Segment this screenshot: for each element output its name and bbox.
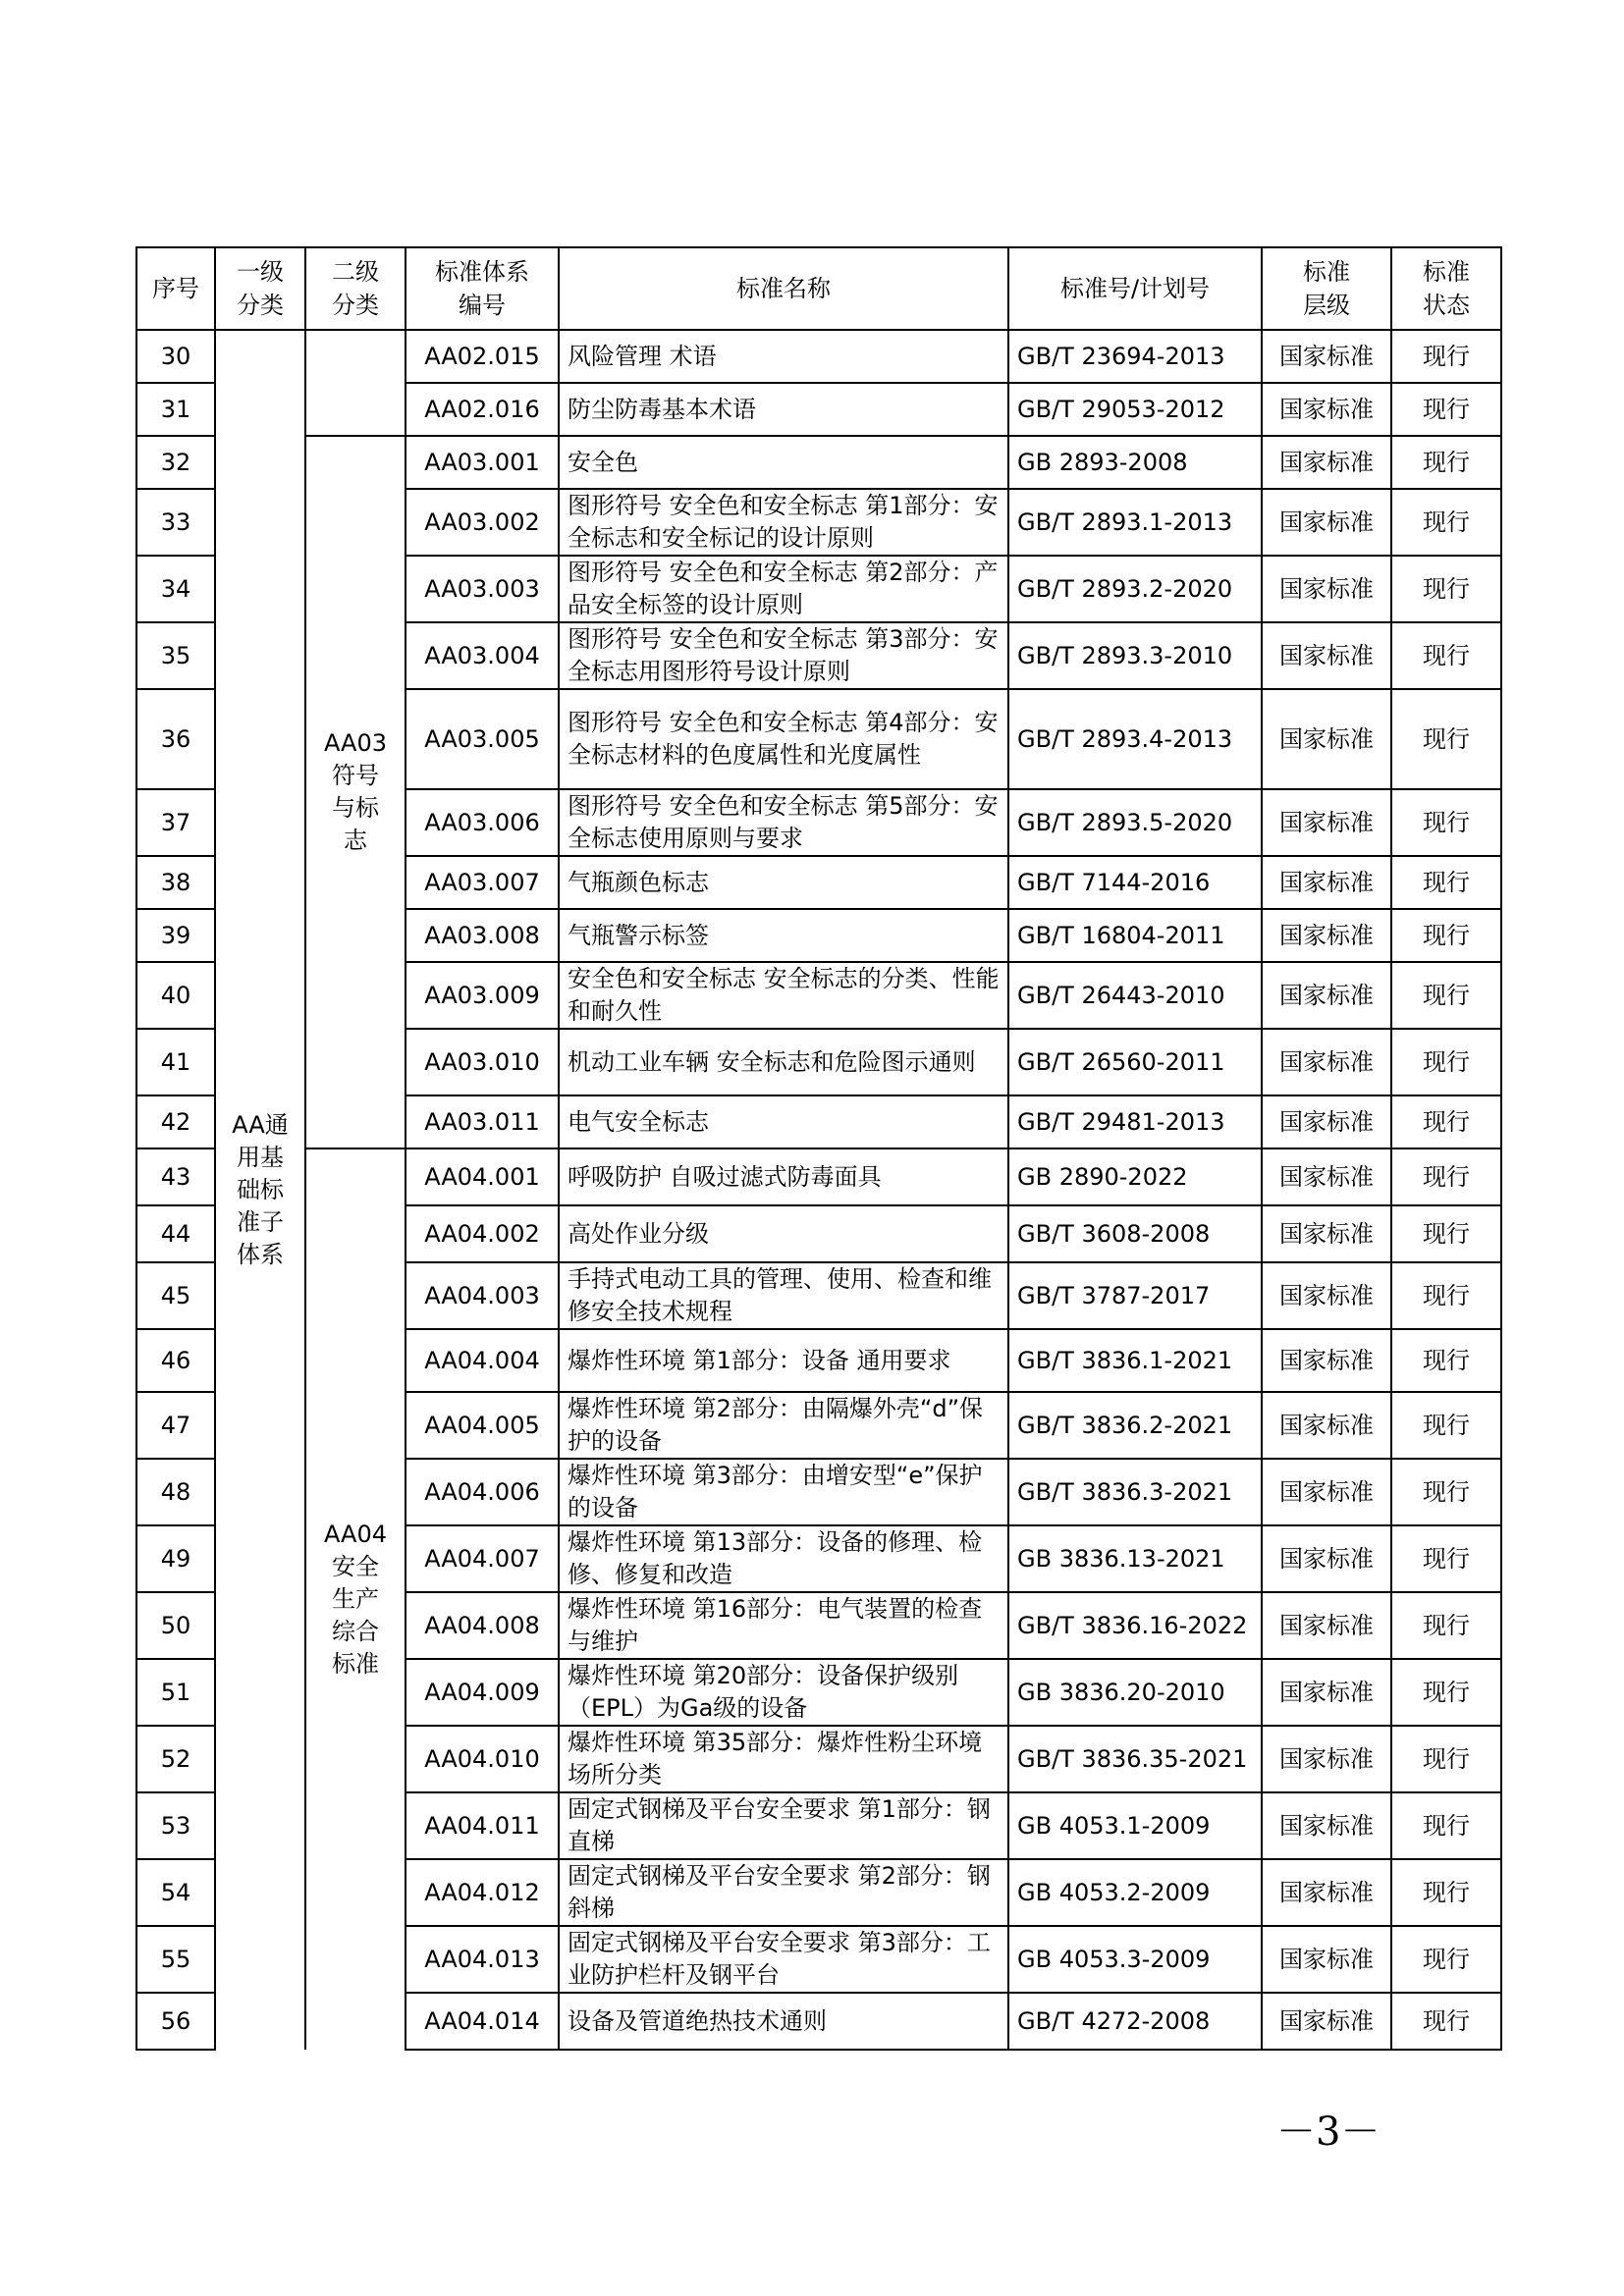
group-level1 [215,330,305,2050]
row-code: AA04.004 [406,1329,559,1392]
row-std-no: GB/T 29481-2013 [1008,1095,1262,1148]
row-std-no: GB 3836.13-2021 [1008,1525,1262,1592]
row-name: 防尘防毒基本术语 [559,383,1008,436]
row-std-no: GB/T 29053-2012 [1008,383,1262,436]
header-name: 标准名称 [559,247,1008,330]
row-tier: 国家标准 [1262,1262,1391,1329]
row-tier: 国家标准 [1262,1329,1391,1392]
row-code: AA03.009 [406,962,559,1029]
row-tier: 国家标准 [1262,622,1391,689]
row-tier: 国家标准 [1262,1029,1391,1095]
row-status: 现行 [1391,489,1501,556]
page-number: －3－ [1276,2109,1380,2155]
row-std-no: GB/T 26560-2011 [1008,1029,1262,1095]
standards-table [135,246,1502,2051]
row-seq: 45 [136,1262,215,1329]
header-code: 标准体系 编号 [406,247,559,330]
row-code: AA03.008 [406,909,559,962]
row-name: 高处作业分级 [559,1205,1008,1262]
row-tier: 国家标准 [1262,330,1391,383]
row-name: 爆炸性环境 第13部分：设备的修理、检修、修复和改造 [559,1525,1008,1592]
row-code: AA04.009 [406,1659,559,1726]
row-std-no: GB/T 16804-2011 [1008,909,1262,962]
row-std-no: GB/T 3836.35-2021 [1008,1726,1262,1792]
row-seq: 30 [136,330,215,383]
header-seq: 序号 [136,247,215,330]
row-name: 气瓶颜色标志 [559,856,1008,909]
row-std-no: GB 3836.20-2010 [1008,1659,1262,1726]
row-status: 现行 [1391,1926,1501,1993]
row-std-no: GB/T 2893.4-2013 [1008,689,1262,789]
group-level2-AA03-label: AA03 符号 与标 志 [323,729,388,854]
row-tier: 国家标准 [1262,383,1391,436]
row-tier: 国家标准 [1262,436,1391,489]
row-seq: 44 [136,1205,215,1262]
row-name: 爆炸性环境 第2部分：由隔爆外壳“d”保护的设备 [559,1392,1008,1459]
row-tier: 国家标准 [1262,789,1391,856]
row-seq: 49 [136,1525,215,1592]
row-status: 现行 [1391,1262,1501,1329]
row-tier: 国家标准 [1262,689,1391,789]
row-tier: 国家标准 [1262,1525,1391,1592]
row-code: AA03.011 [406,1095,559,1148]
group-level2-AA02 [305,330,406,436]
row-status: 现行 [1391,1148,1501,1205]
table-header-row [136,247,1501,330]
row-std-no: GB/T 3836.1-2021 [1008,1329,1262,1392]
row-name: 设备及管道绝热技术通则 [559,1993,1008,2050]
row-code: AA02.016 [406,383,559,436]
row-status: 现行 [1391,1993,1501,2050]
row-status: 现行 [1391,1659,1501,1726]
row-std-no: GB/T 3608-2008 [1008,1205,1262,1262]
row-status: 现行 [1391,962,1501,1029]
row-std-no: GB/T 2893.5-2020 [1008,789,1262,856]
row-tier: 国家标准 [1262,1148,1391,1205]
row-std-no: GB/T 7144-2016 [1008,856,1262,909]
row-std-no: GB/T 3787-2017 [1008,1262,1262,1329]
row-name: 呼吸防护 自吸过滤式防毒面具 [559,1148,1008,1205]
row-seq: 31 [136,383,215,436]
row-seq: 47 [136,1392,215,1459]
row-name: 风险管理 术语 [559,330,1008,383]
row-name: 固定式钢梯及平台安全要求 第3部分：工业防护栏杆及钢平台 [559,1926,1008,1993]
row-tier: 国家标准 [1262,1993,1391,2050]
row-code: AA03.001 [406,436,559,489]
group-level1-label: AA通 用基 础标 准子 体系 [232,1111,289,1268]
row-code: AA03.003 [406,556,559,622]
row-seq: 42 [136,1095,215,1148]
row-tier: 国家标准 [1262,1205,1391,1262]
row-tier: 国家标准 [1262,1926,1391,1993]
row-status: 现行 [1391,1792,1501,1859]
row-status: 现行 [1391,1459,1501,1525]
row-seq: 32 [136,436,215,489]
row-seq: 48 [136,1459,215,1525]
row-code: AA04.008 [406,1592,559,1659]
row-std-no: GB/T 23694-2013 [1008,330,1262,383]
table-row [136,436,1501,489]
row-status: 现行 [1391,1095,1501,1148]
row-status: 现行 [1391,622,1501,689]
row-seq: 40 [136,962,215,1029]
row-code: AA04.013 [406,1926,559,1993]
row-name: 机动工业车辆 安全标志和危险图示通则 [559,1029,1008,1095]
row-code: AA04.002 [406,1205,559,1262]
row-seq: 38 [136,856,215,909]
row-seq: 54 [136,1859,215,1926]
row-code: AA04.011 [406,1792,559,1859]
row-std-no: GB/T 4272-2008 [1008,1993,1262,2050]
row-code: AA04.014 [406,1993,559,2050]
row-name: 图形符号 安全色和安全标志 第1部分：安全标志和安全标记的设计原则 [559,489,1008,556]
row-name: 安全色 [559,436,1008,489]
row-name: 图形符号 安全色和安全标志 第2部分：产品安全标签的设计原则 [559,556,1008,622]
row-std-no: GB 4053.2-2009 [1008,1859,1262,1926]
row-code: AA04.005 [406,1392,559,1459]
row-std-no: GB/T 3836.16-2022 [1008,1592,1262,1659]
row-code: AA03.004 [406,622,559,689]
row-tier: 国家标准 [1262,556,1391,622]
row-status: 现行 [1391,856,1501,909]
row-std-no: GB/T 3836.2-2021 [1008,1392,1262,1459]
row-name: 图形符号 安全色和安全标志 第3部分：安全标志用图形符号设计原则 [559,622,1008,689]
header-level1: 一级 分类 [215,247,305,330]
row-tier: 国家标准 [1262,1592,1391,1659]
row-code: AA04.010 [406,1726,559,1792]
row-status: 现行 [1391,1726,1501,1792]
row-seq: 43 [136,1148,215,1205]
row-tier: 国家标准 [1262,856,1391,909]
row-seq: 55 [136,1926,215,1993]
header-tier: 标准 层级 [1262,247,1391,330]
row-seq: 50 [136,1592,215,1659]
row-seq: 52 [136,1726,215,1792]
row-name: 固定式钢梯及平台安全要求 第1部分：钢直梯 [559,1792,1008,1859]
row-std-no: GB 4053.3-2009 [1008,1926,1262,1993]
row-status: 现行 [1391,436,1501,489]
row-status: 现行 [1391,1525,1501,1592]
row-seq: 51 [136,1659,215,1726]
row-status: 现行 [1391,556,1501,622]
row-status: 现行 [1391,1859,1501,1926]
row-tier: 国家标准 [1262,1659,1391,1726]
row-code: AA04.003 [406,1262,559,1329]
row-seq: 39 [136,909,215,962]
row-status: 现行 [1391,909,1501,962]
header-status: 标准 状态 [1391,247,1501,330]
row-code: AA04.001 [406,1148,559,1205]
row-tier: 国家标准 [1262,962,1391,1029]
row-name: 安全色和安全标志 安全标志的分类、性能和耐久性 [559,962,1008,1029]
row-name: 爆炸性环境 第35部分：爆炸性粉尘环境场所分类 [559,1726,1008,1792]
table-row [136,1148,1501,1205]
row-seq: 41 [136,1029,215,1095]
row-status: 现行 [1391,1329,1501,1392]
row-std-no: GB 4053.1-2009 [1008,1792,1262,1859]
row-status: 现行 [1391,789,1501,856]
row-seq: 35 [136,622,215,689]
row-tier: 国家标准 [1262,489,1391,556]
row-code: AA03.005 [406,689,559,789]
row-name: 爆炸性环境 第16部分：电气装置的检查与维护 [559,1592,1008,1659]
row-code: AA04.006 [406,1459,559,1525]
row-tier: 国家标准 [1262,1392,1391,1459]
group-level2-AA03 [305,436,406,1148]
row-name: 手持式电动工具的管理、使用、检查和维修安全技术规程 [559,1262,1008,1329]
row-tier: 国家标准 [1262,1792,1391,1859]
row-tier: 国家标准 [1262,1095,1391,1148]
table-body [136,330,1501,2050]
table-row [136,330,1501,383]
group-level2-AA04-label: AA04 安全 生产 综合 标准 [323,1521,388,1678]
row-code: AA03.007 [406,856,559,909]
row-seq: 53 [136,1792,215,1859]
row-code: AA03.010 [406,1029,559,1095]
group-level2-AA04 [305,1148,406,2050]
row-status: 现行 [1391,383,1501,436]
row-code: AA04.012 [406,1859,559,1926]
row-status: 现行 [1391,1029,1501,1095]
row-name: 电气安全标志 [559,1095,1008,1148]
row-code: AA03.006 [406,789,559,856]
row-status: 现行 [1391,1392,1501,1459]
row-std-no: GB/T 3836.3-2021 [1008,1459,1262,1525]
row-name: 图形符号 安全色和安全标志 第4部分：安全标志材料的色度属性和光度属性 [559,689,1008,789]
row-tier: 国家标准 [1262,909,1391,962]
row-std-no: GB/T 2893.1-2013 [1008,489,1262,556]
row-std-no: GB/T 2893.3-2010 [1008,622,1262,689]
row-status: 现行 [1391,1592,1501,1659]
header-std-no: 标准号/计划号 [1008,247,1262,330]
row-std-no: GB/T 2893.2-2020 [1008,556,1262,622]
row-seq: 37 [136,789,215,856]
row-seq: 36 [136,689,215,789]
row-name: 图形符号 安全色和安全标志 第5部分：安全标志使用原则与要求 [559,789,1008,856]
row-name: 爆炸性环境 第1部分：设备 通用要求 [559,1329,1008,1392]
row-seq: 56 [136,1993,215,2050]
row-name: 爆炸性环境 第3部分：由增安型“e”保护的设备 [559,1459,1008,1525]
row-status: 现行 [1391,330,1501,383]
row-name: 固定式钢梯及平台安全要求 第2部分：钢斜梯 [559,1859,1008,1926]
row-code: AA02.015 [406,330,559,383]
row-status: 现行 [1391,689,1501,789]
row-seq: 34 [136,556,215,622]
row-tier: 国家标准 [1262,1859,1391,1926]
header-level2: 二级 分类 [305,247,406,330]
row-std-no: GB 2890-2022 [1008,1148,1262,1205]
row-name: 气瓶警示标签 [559,909,1008,962]
row-std-no: GB 2893-2008 [1008,436,1262,489]
row-code: AA04.007 [406,1525,559,1592]
row-seq: 33 [136,489,215,556]
row-seq: 46 [136,1329,215,1392]
row-name: 爆炸性环境 第20部分：设备保护级别（EPL）为Ga级的设备 [559,1659,1008,1726]
row-std-no: GB/T 26443-2010 [1008,962,1262,1029]
row-tier: 国家标准 [1262,1726,1391,1792]
row-status: 现行 [1391,1205,1501,1262]
row-code: AA03.002 [406,489,559,556]
row-tier: 国家标准 [1262,1459,1391,1525]
